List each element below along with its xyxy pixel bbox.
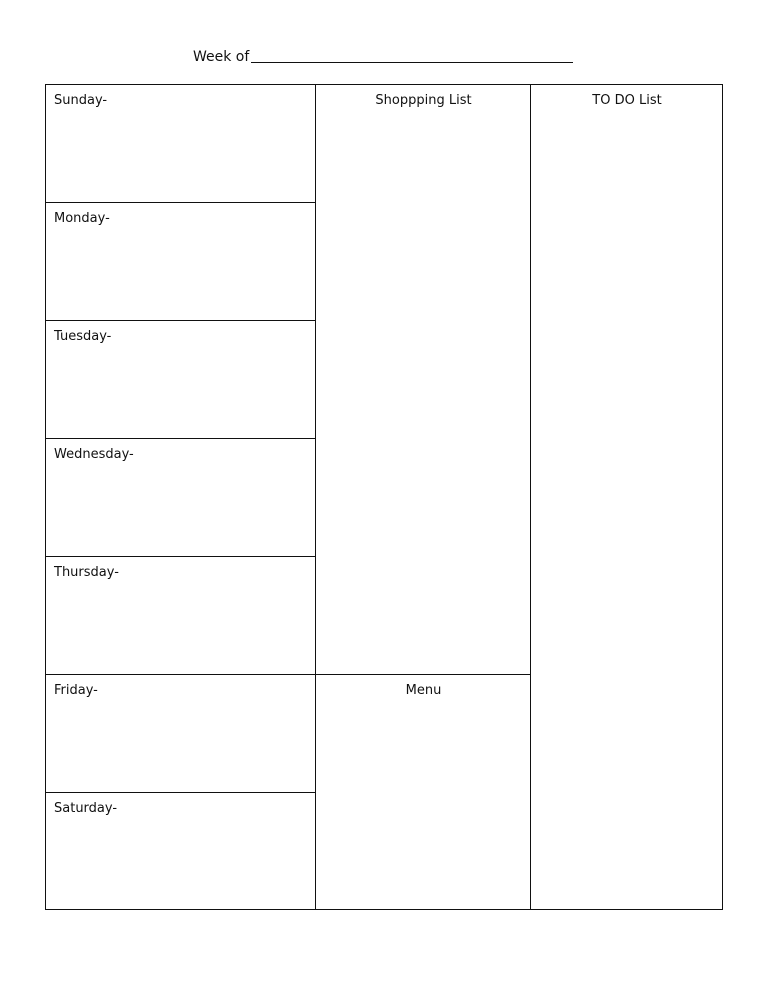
day-cell-friday[interactable] [46, 675, 316, 793]
day-divider [46, 792, 316, 793]
todo-list-title: TO DO List [592, 93, 662, 108]
day-divider [46, 202, 316, 203]
day-divider [46, 320, 316, 321]
day-cell-saturday[interactable] [46, 793, 316, 911]
shopping-list-title: Shoppping List [375, 93, 472, 108]
menu-cell[interactable] [316, 675, 531, 911]
week-of-header [193, 46, 573, 66]
column-divider [530, 85, 531, 910]
menu-title: Menu [405, 683, 442, 698]
day-label-saturday: Saturday- [54, 801, 118, 816]
day-label-thursday: Thursday- [54, 565, 119, 580]
day-label-tuesday: Tuesday- [54, 329, 112, 344]
day-divider [46, 556, 316, 557]
day-cell-sunday[interactable] [46, 85, 316, 203]
week-of-blank-line[interactable] [251, 62, 573, 63]
weekly-planner-grid [45, 84, 723, 910]
day-cell-tuesday[interactable] [46, 321, 316, 439]
day-cell-monday[interactable] [46, 203, 316, 321]
shopping-list-cell[interactable] [316, 85, 531, 675]
day-label-sunday: Sunday- [54, 93, 108, 108]
day-divider [46, 674, 531, 675]
column-divider [315, 85, 316, 910]
day-label-friday: Friday- [54, 683, 98, 698]
day-cell-thursday[interactable] [46, 557, 316, 675]
week-of-label: Week of [193, 49, 250, 65]
day-cell-wednesday[interactable] [46, 439, 316, 557]
day-divider [46, 438, 316, 439]
day-label-wednesday: Wednesday- [54, 447, 134, 462]
todo-list-cell[interactable] [531, 85, 723, 911]
day-label-monday: Monday- [54, 211, 110, 226]
